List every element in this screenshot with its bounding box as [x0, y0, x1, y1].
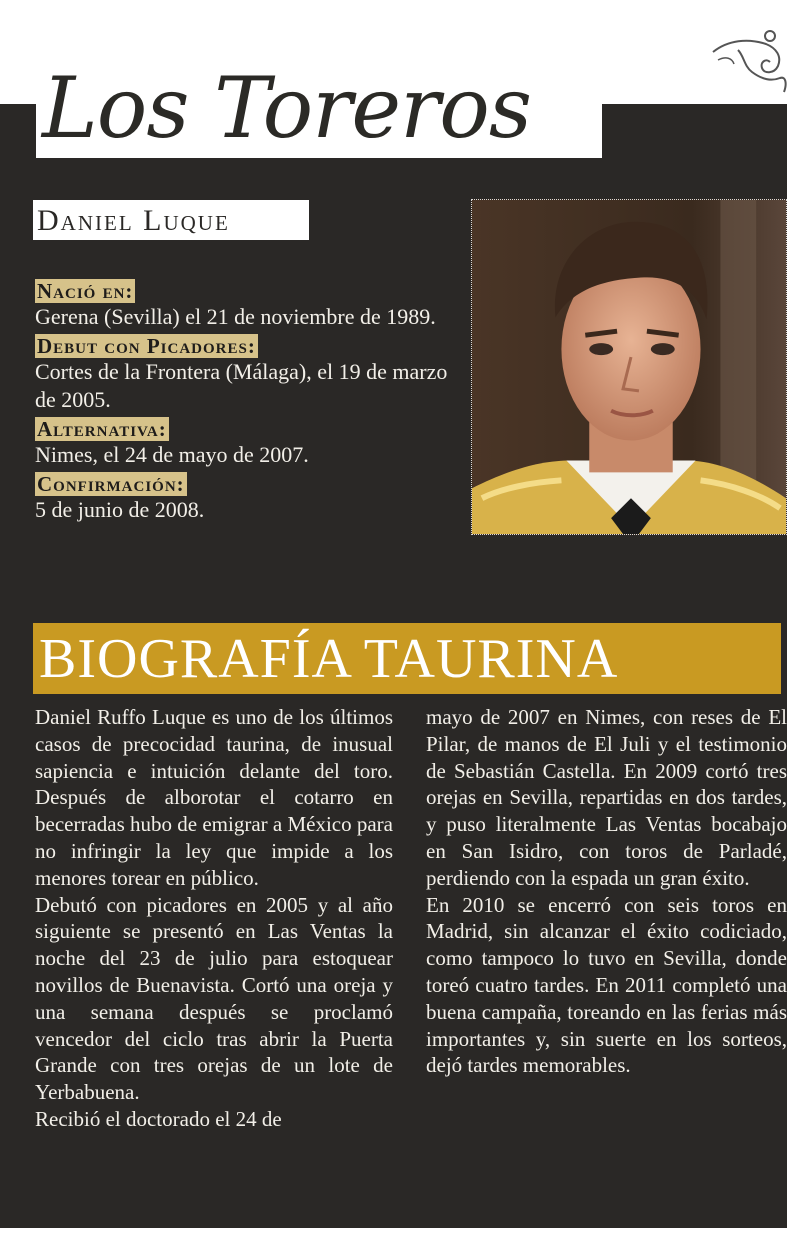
field-value: Gerena (Sevilla) el 21 de noviembre de 1989.	[35, 304, 436, 329]
biography-heading: BIOGRAFÍA TAURINA	[39, 628, 619, 690]
field-label: Confirmación:	[37, 472, 185, 496]
page-title-box	[36, 66, 602, 158]
biography-heading-bar	[33, 623, 781, 694]
biography-column-2	[426, 704, 787, 1079]
biography-paragraph: En 2010 se encerró con seis toros en Madrid, sin alcanzar el éxito codiciado, como tampoco lo tuvo en Sevilla, donde toreó cuatro tardes. En 2011 completó una buena campaña, toreando en las ferias más importantes y, sin suerte en los sorteos, dejó tardes memorables.	[426, 892, 787, 1078]
field-label: Nació en:	[37, 279, 134, 303]
page-title: Los Toreros	[42, 66, 531, 157]
torero-info	[35, 276, 455, 524]
field-birth	[35, 276, 455, 331]
torero-name: Daniel Luque	[37, 204, 230, 237]
field-debut	[35, 331, 455, 414]
biography-paragraph: Debutó con picadores en 2005 y al año siguiente se presentó en Las Ventas la noche del 23 de julio para estoquear novillos de Buenavista. Cortó una oreja y una semana después se proclamó vencedor del ciclo tras abrir la Puerta Grande con tres orejas de un lote de Yerbabuena.	[35, 892, 393, 1105]
field-value: 5 de junio de 2008.	[35, 497, 205, 522]
field-confirmacion	[35, 469, 455, 524]
biography-paragraph: Recibió el doctorado el 24 de	[35, 1106, 282, 1131]
biography-paragraph: mayo de 2007 en Nimes, con reses de El Pilar, de manos de El Juli y el testimonio de Sebastián Castella. En 2009 cortó tres orejas en Sevilla, repartidas en dos tardes, y puso literalmente Las Ventas bocabajo en San Isidro, con toros de Parladé, perdiendo con la espada un gran éxito.	[426, 705, 787, 890]
torero-portrait	[471, 199, 787, 535]
field-value: Cortes de la Frontera (Málaga), el 19 de marzo de 2005.	[35, 359, 448, 412]
field-label: Debut con Picadores:	[37, 334, 256, 358]
biography-column-1	[35, 704, 393, 1133]
field-value: Nimes, el 24 de mayo de 2007.	[35, 442, 309, 467]
torero-name-box	[33, 200, 309, 240]
field-alternativa	[35, 414, 455, 469]
ornament-icon	[708, 22, 787, 102]
field-label: Alternativa:	[37, 417, 167, 441]
biography-paragraph: Daniel Ruffo Luque es uno de los últimos casos de precocidad taurina, de inusual sapiencia e intuición delante del toro. Después de alborotar el cotarro en becerradas hubo de emigrar a México para no infringir la ley que impide a los menores torear en público.	[35, 705, 393, 890]
